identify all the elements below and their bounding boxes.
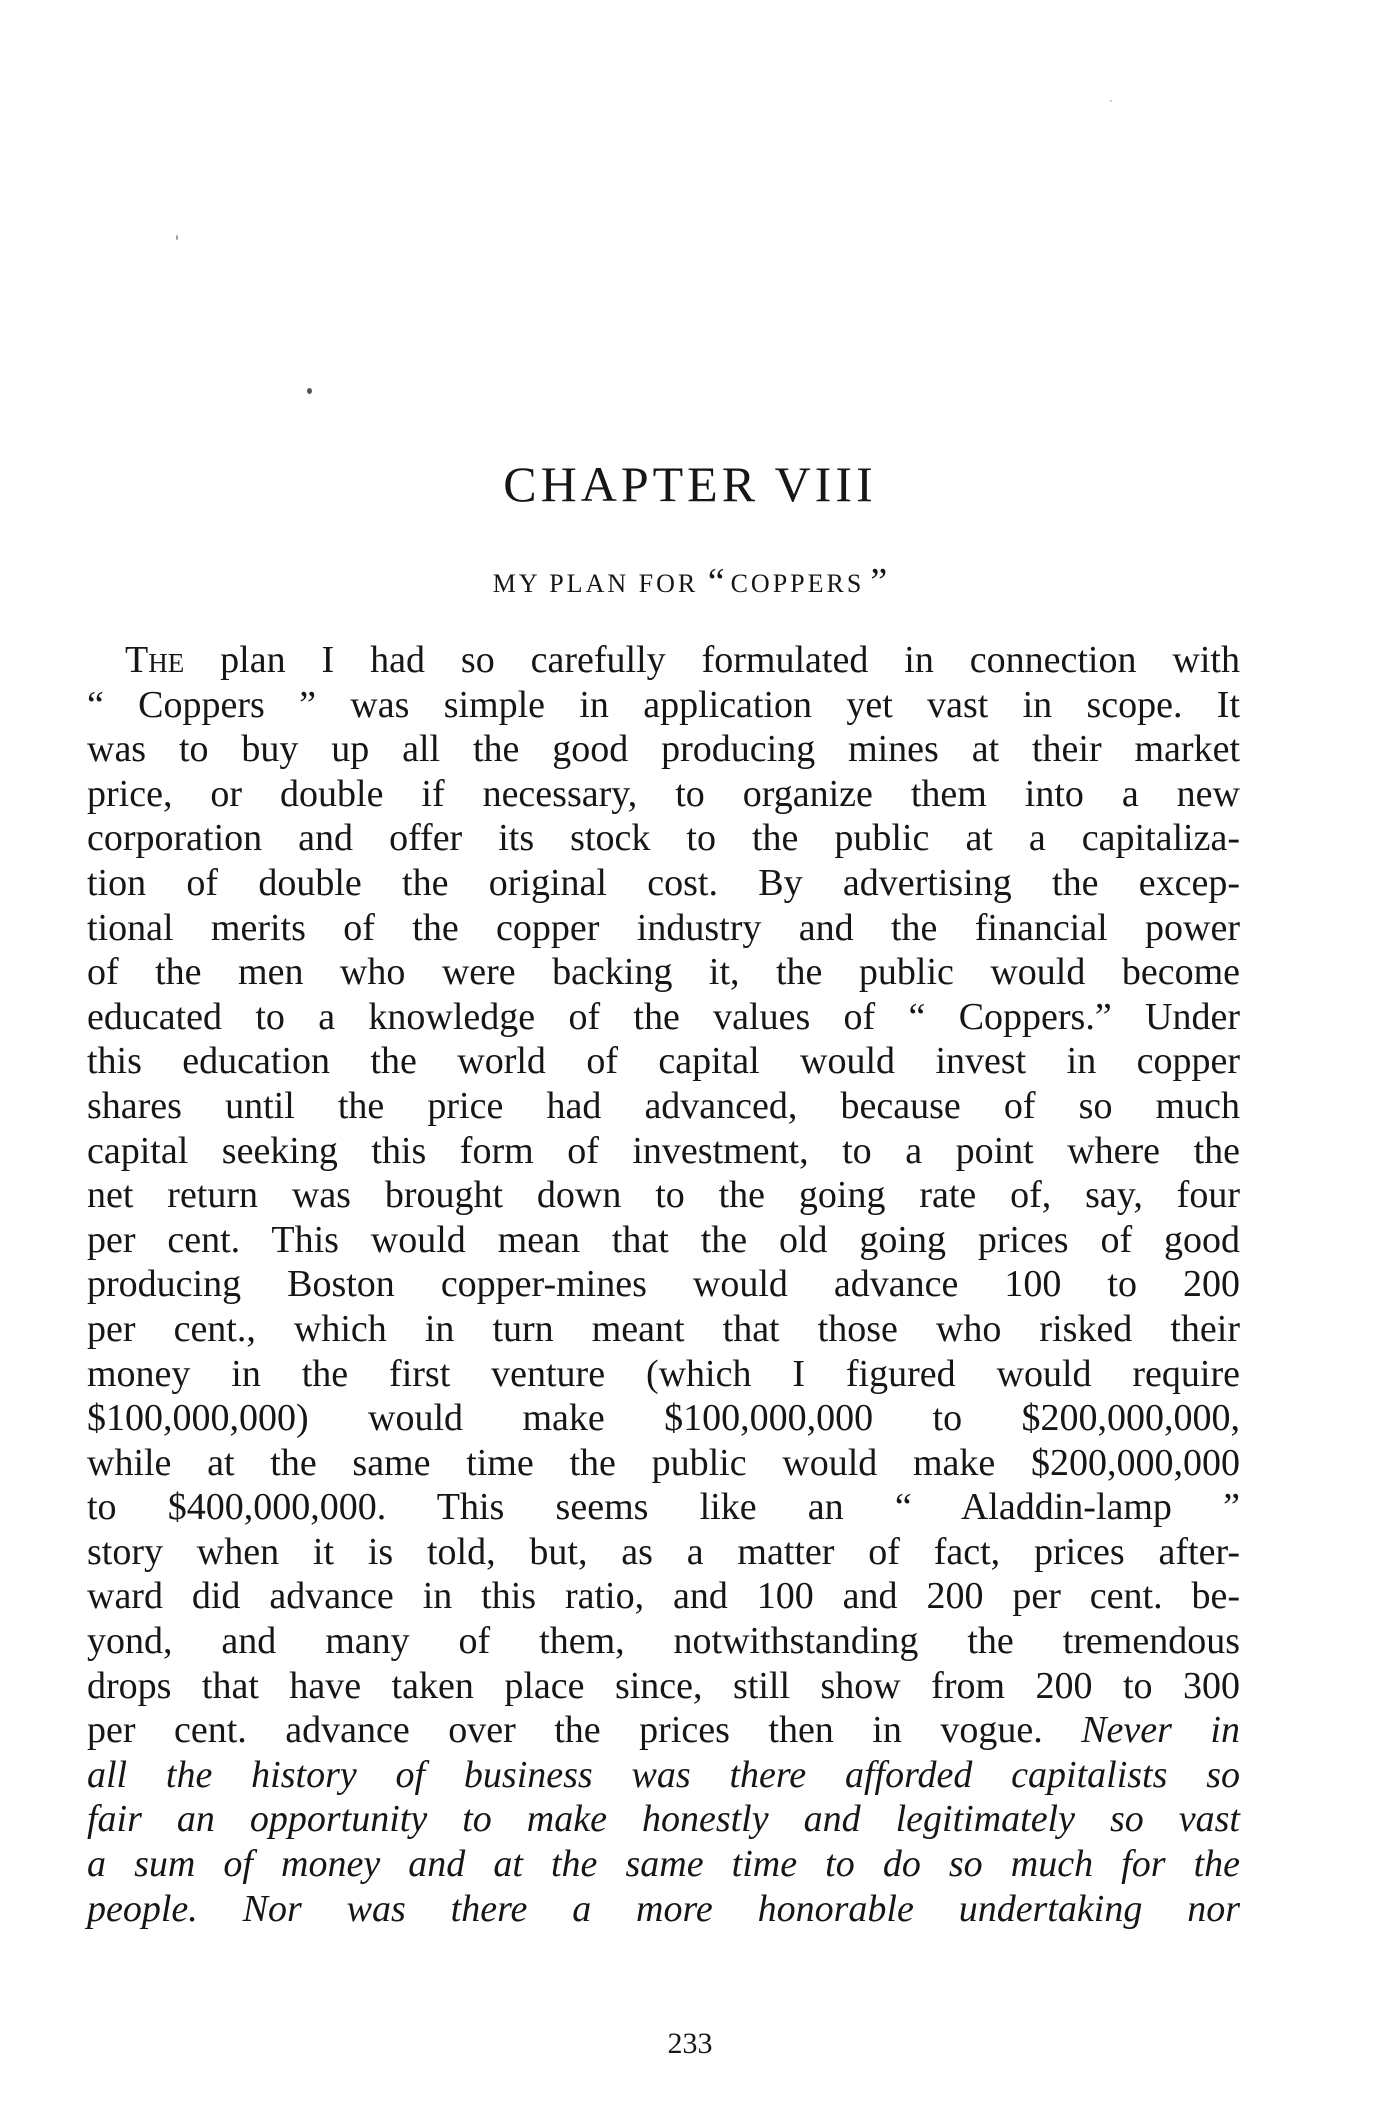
body-line: story when it is told, but, as a matter of fact, prices after-	[87, 1530, 1240, 1573]
body-line: capital seeking this form of investment, to a point where the	[87, 1129, 1240, 1172]
page-number: 233	[667, 2027, 713, 2060]
body-line-italic: all the history of business was there afforded capitalists so	[87, 1753, 1240, 1796]
subtitle-open-quote: “	[707, 561, 725, 603]
body-line-text: plan I had so carefully formulated in connection with	[184, 639, 1240, 681]
body-line: yond, and many of them, notwithstanding the tremendous	[87, 1620, 1240, 1663]
chapter-title: CHAPTER VIII	[503, 456, 877, 512]
body-line: corporation and offer its stock to the public at a capitaliza-	[87, 817, 1240, 860]
body-line: money in the first venture (which I figured would require	[87, 1352, 1240, 1395]
body-line: ward did advance in this ratio, and 100 and 200 per cent. be-	[87, 1575, 1240, 1618]
body-line: “ Coppers ” was simple in application yet vast in scope. It	[87, 683, 1240, 726]
body-line: to $400,000,000. This seems like an “ Aladdin-lamp ”	[87, 1486, 1240, 1529]
body-line: was to buy up all the good producing mines at their market	[87, 728, 1240, 771]
body-line: producing Boston copper-mines would advance 100 to 200	[87, 1263, 1240, 1306]
subtitle-name: COPPERS	[730, 569, 865, 598]
body-line: while at the same time the public would make $200,000,000	[87, 1441, 1240, 1484]
body-line-italic: a sum of money and at the same time to do so much for the	[87, 1843, 1240, 1886]
mixed-italic-text: Never in	[1081, 1709, 1240, 1752]
body-paragraph	[87, 638, 1240, 1931]
print-speck	[176, 235, 178, 240]
body-line: tional merits of the copper industry and the financial power	[87, 906, 1240, 949]
mixed-roman-text: per cent. advance over the prices then in vogue.	[87, 1709, 1082, 1752]
body-line: of the men who were backing it, the public would become	[87, 951, 1240, 994]
body-line: $100,000,000) would make $100,000,000 to $200,000,000,	[87, 1397, 1240, 1440]
chapter-subtitle	[0, 560, 1380, 604]
body-line: this education the world of capital would invest in copper	[87, 1040, 1240, 1083]
body-line: tion of double the original cost. By advertising the excep-	[87, 861, 1240, 904]
body-line-italic: people. Nor was there a more honorable undertaking nor	[87, 1887, 1240, 1930]
body-line: educated to a knowledge of the values of “ Coppers.” Under	[87, 995, 1240, 1038]
body-line-italic: fair an opportunity to make honestly and legitimately so vast	[87, 1798, 1240, 1841]
body-line: shares until the price had advanced, because of so much	[87, 1084, 1240, 1127]
body-line: per cent., which in turn meant that those who risked their	[87, 1307, 1240, 1350]
lead-word: The	[125, 639, 185, 681]
subtitle-prefix: MY PLAN FOR	[492, 569, 699, 598]
print-speck	[307, 388, 312, 394]
body-line-mixed	[87, 1708, 1240, 1753]
body-line: drops that have taken place since, still show from 200 to 300	[87, 1664, 1240, 1707]
body-line: net return was brought down to the going rate of, say, four	[87, 1174, 1240, 1217]
body-line: per cent. This would mean that the old going prices of good	[87, 1218, 1240, 1261]
body-line	[87, 638, 1240, 683]
print-speck	[1110, 100, 1112, 102]
subtitle-close-quote: ”	[870, 561, 888, 603]
body-line: price, or double if necessary, to organize them into a new	[87, 772, 1240, 815]
